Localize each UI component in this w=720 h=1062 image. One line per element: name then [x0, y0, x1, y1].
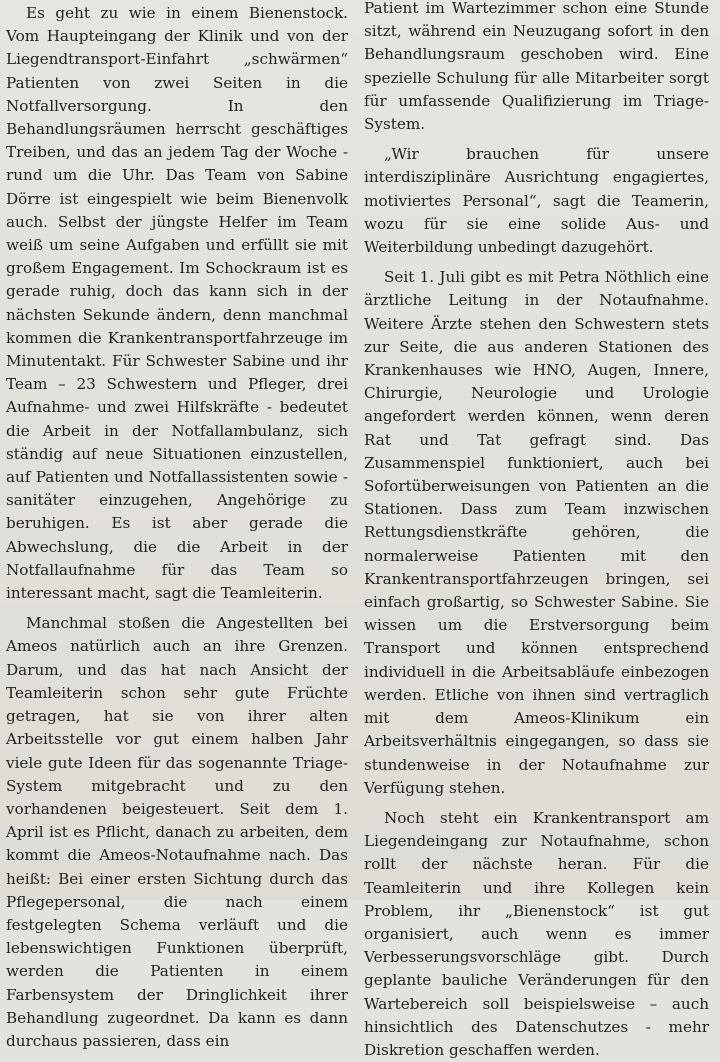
article-column-right — [364, 0, 709, 1062]
paragraph-1: Es geht zu wie in einem Bienenstock. Vom Haupteingang der Klinik und von der Liegendtransport-Einfahrt „schwärmen“ Patienten von zwei Seiten in die Notfallversorgung. In den Behandlungsräumen herrscht geschäftiges Treiben, und das an jedem Tag der Woche - rund um die Uhr. Das Team von Sabine Dörre ist eingespielt wie beim Bienenvolk auch. Selbst der jüngste Helfer im Team weiß um seine Aufgaben und erfüllt sie mit großem Engagement. Im Schockraum ist es gerade ruhig, doch das kann sich in der nächsten Sekunde ändern, denn manchmal kommen die Krankentransportfahrzeuge im Minutentakt. Für Schwester Sabine und ihr Team – 23 Schwestern und Pfleger, drei Aufnahme- und zwei Hilfskräfte - bedeutet die Arbeit in der Notfallambulanz, sich ständig auf neue Situationen einzustellen, auf Patienten und Notfallassistenten sowie -sanitäter einzugehen, Angehörige zu beruhigen. Es ist aber gerade die Abwechslung, die die Arbeit in der Notfallaufnahme für das Team so interessant macht, sagt die Teamleiterin. — [6, 4, 348, 603]
paragraph-5: Noch steht ein Krankentransport am Liegendeingang zur Notaufnahme, schon rollt der nächste heran. Für die Teamleiterin und ihre Kollegen kein Problem, ihr „Bienenstock“ ist gut organisiert, auch wenn es immer Verbesserungsvorschläge gibt. Durch geplante bauliche Veränderungen für den Wartebereich soll beispielsweise – auch hinsichtlich des Datenschutzes - mehr Diskretion geschaffen werden. — [364, 808, 709, 1059]
paragraph-3: „Wir brauchen für unsere interdisziplinäre Ausrichtung engagiertes, motiviertes Personal“, sagt die Teamerin, wozu für sie eine solide Aus- und Weiterbildung unbedingt dazugehört. — [364, 145, 709, 257]
paragraph-2-continued: Patient im Wartezimmer schon eine Stunde sitzt, während ein Neuzugang sofort in den Behandlungsraum geschoben wird. Eine spezielle Schulung für alle Mitarbeiter sorgt für umfassende Qualifizierung im Triage-System. — [364, 0, 709, 134]
paragraph-2: Manchmal stoßen die Angestellten bei Ameos natürlich auch an ihre Grenzen. Darum, und das hat nach Ansicht der Teamleiterin schon sehr gute Früchte getragen, hat sie von ihrer alten Arbeitsstelle vor gut einem halben Jahr viele gute Ideen für das sogenannte Triage-System mitgebracht und zu den vorhandenen beigesteuert. Seit dem 1. April ist es Pflicht, danach zu arbeiten, dem kommt die Ameos-Notaufnahme nach. Das heißt: Bei einer ersten Sichtung durch das Pflegepersonal, die nach einem festgelegten Schema verläuft und die lebenswichtigen Funktionen überprüft, werden die Patienten in einem Farbensystem der Dringlichkeit ihrer Behandlung zugeordnet. Da kann es dann durchaus passieren, dass ein — [6, 614, 348, 1050]
paragraph-4: Seit 1. Juli gibt es mit Petra Nöthlich eine ärztliche Leitung in der Notaufnahme. Weitere Ärzte stehen den Schwestern stets zur Seite, die aus anderen Stationen des Krankenhauses wie HNO, Augen, Innere, Chirurgie, Neurologie und Urologie angefordert werden können, wenn deren Rat und Tat gefragt sind. Das Zusammenspiel funktioniert, auch bei Sofortüberweisungen von Patienten an die Stationen. Dass zum Team inzwischen Rettungsdienstkräfte gehören, die normalerweise Patienten mit den Krankentransportfahrzeugen bringen, sei einfach großartig, so Schwester Sabine. Sie wissen um die Erstversorgung beim Transport und können entsprechend individuell in die Arbeitsabläufe einbezogen werden. Etliche von ihnen sind vertraglich mit dem Ameos-Klinikum ein Arbeitsverhältnis eingegangen, so dass sie stundenweise in der Notaufnahme zur Verfügung stehen. — [364, 268, 709, 797]
article-column-left — [6, 0, 348, 1053]
